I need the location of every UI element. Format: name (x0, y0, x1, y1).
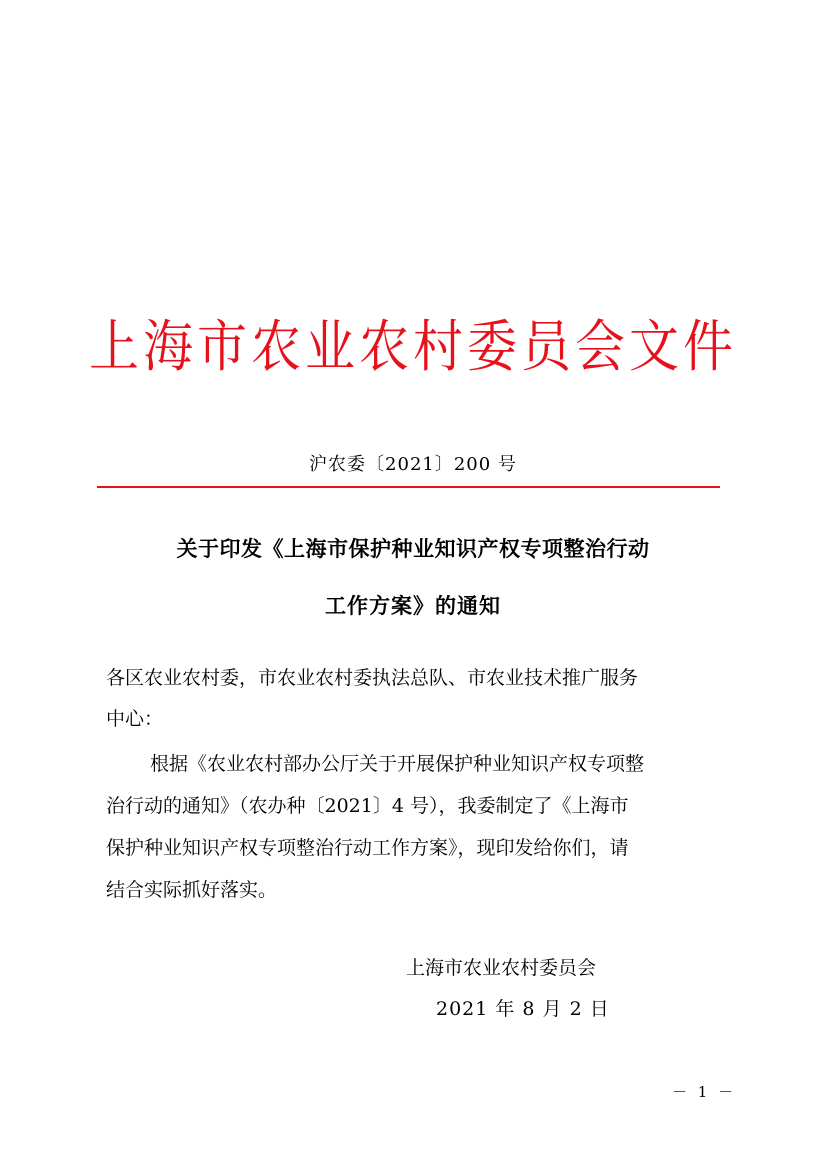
body-paragraph-line: 保护种业知识产权专项整治行动工作方案》，现印发给你们，请 (106, 837, 629, 859)
notice-title-line-1: 关于印发《上海市保护种业知识产权专项整治行动 (176, 537, 650, 561)
body-paragraph-line: 治行动的通知》（农办种〔2021〕4 号），我委制定了《上海市 (106, 795, 629, 817)
body-paragraph-line: 结合实际抓好落实。 (106, 879, 278, 901)
body-paragraph-line: 根据《农业农村部办公厅关于开展保护种业知识产权专项整 (150, 753, 645, 775)
salutation-line-1: 各区农业农村委，市农业农村委执法总队、市农业技术推广服务 (106, 667, 639, 689)
issuer-signature: 上海市农业农村委员会 (406, 957, 597, 979)
notice-title-line-2: 工作方案》的通知 (325, 594, 501, 618)
red-divider-line (97, 486, 720, 488)
document-header-org-title: 上海市农业农村委员会文件 (89, 314, 737, 380)
issue-date: 2021 年 8 月 2 日 (436, 998, 610, 1020)
page-number: － 1 － (672, 1083, 737, 1101)
salutation-line-2: 中心： (106, 708, 164, 730)
document-number: 沪农委〔2021〕200 号 (309, 454, 517, 475)
